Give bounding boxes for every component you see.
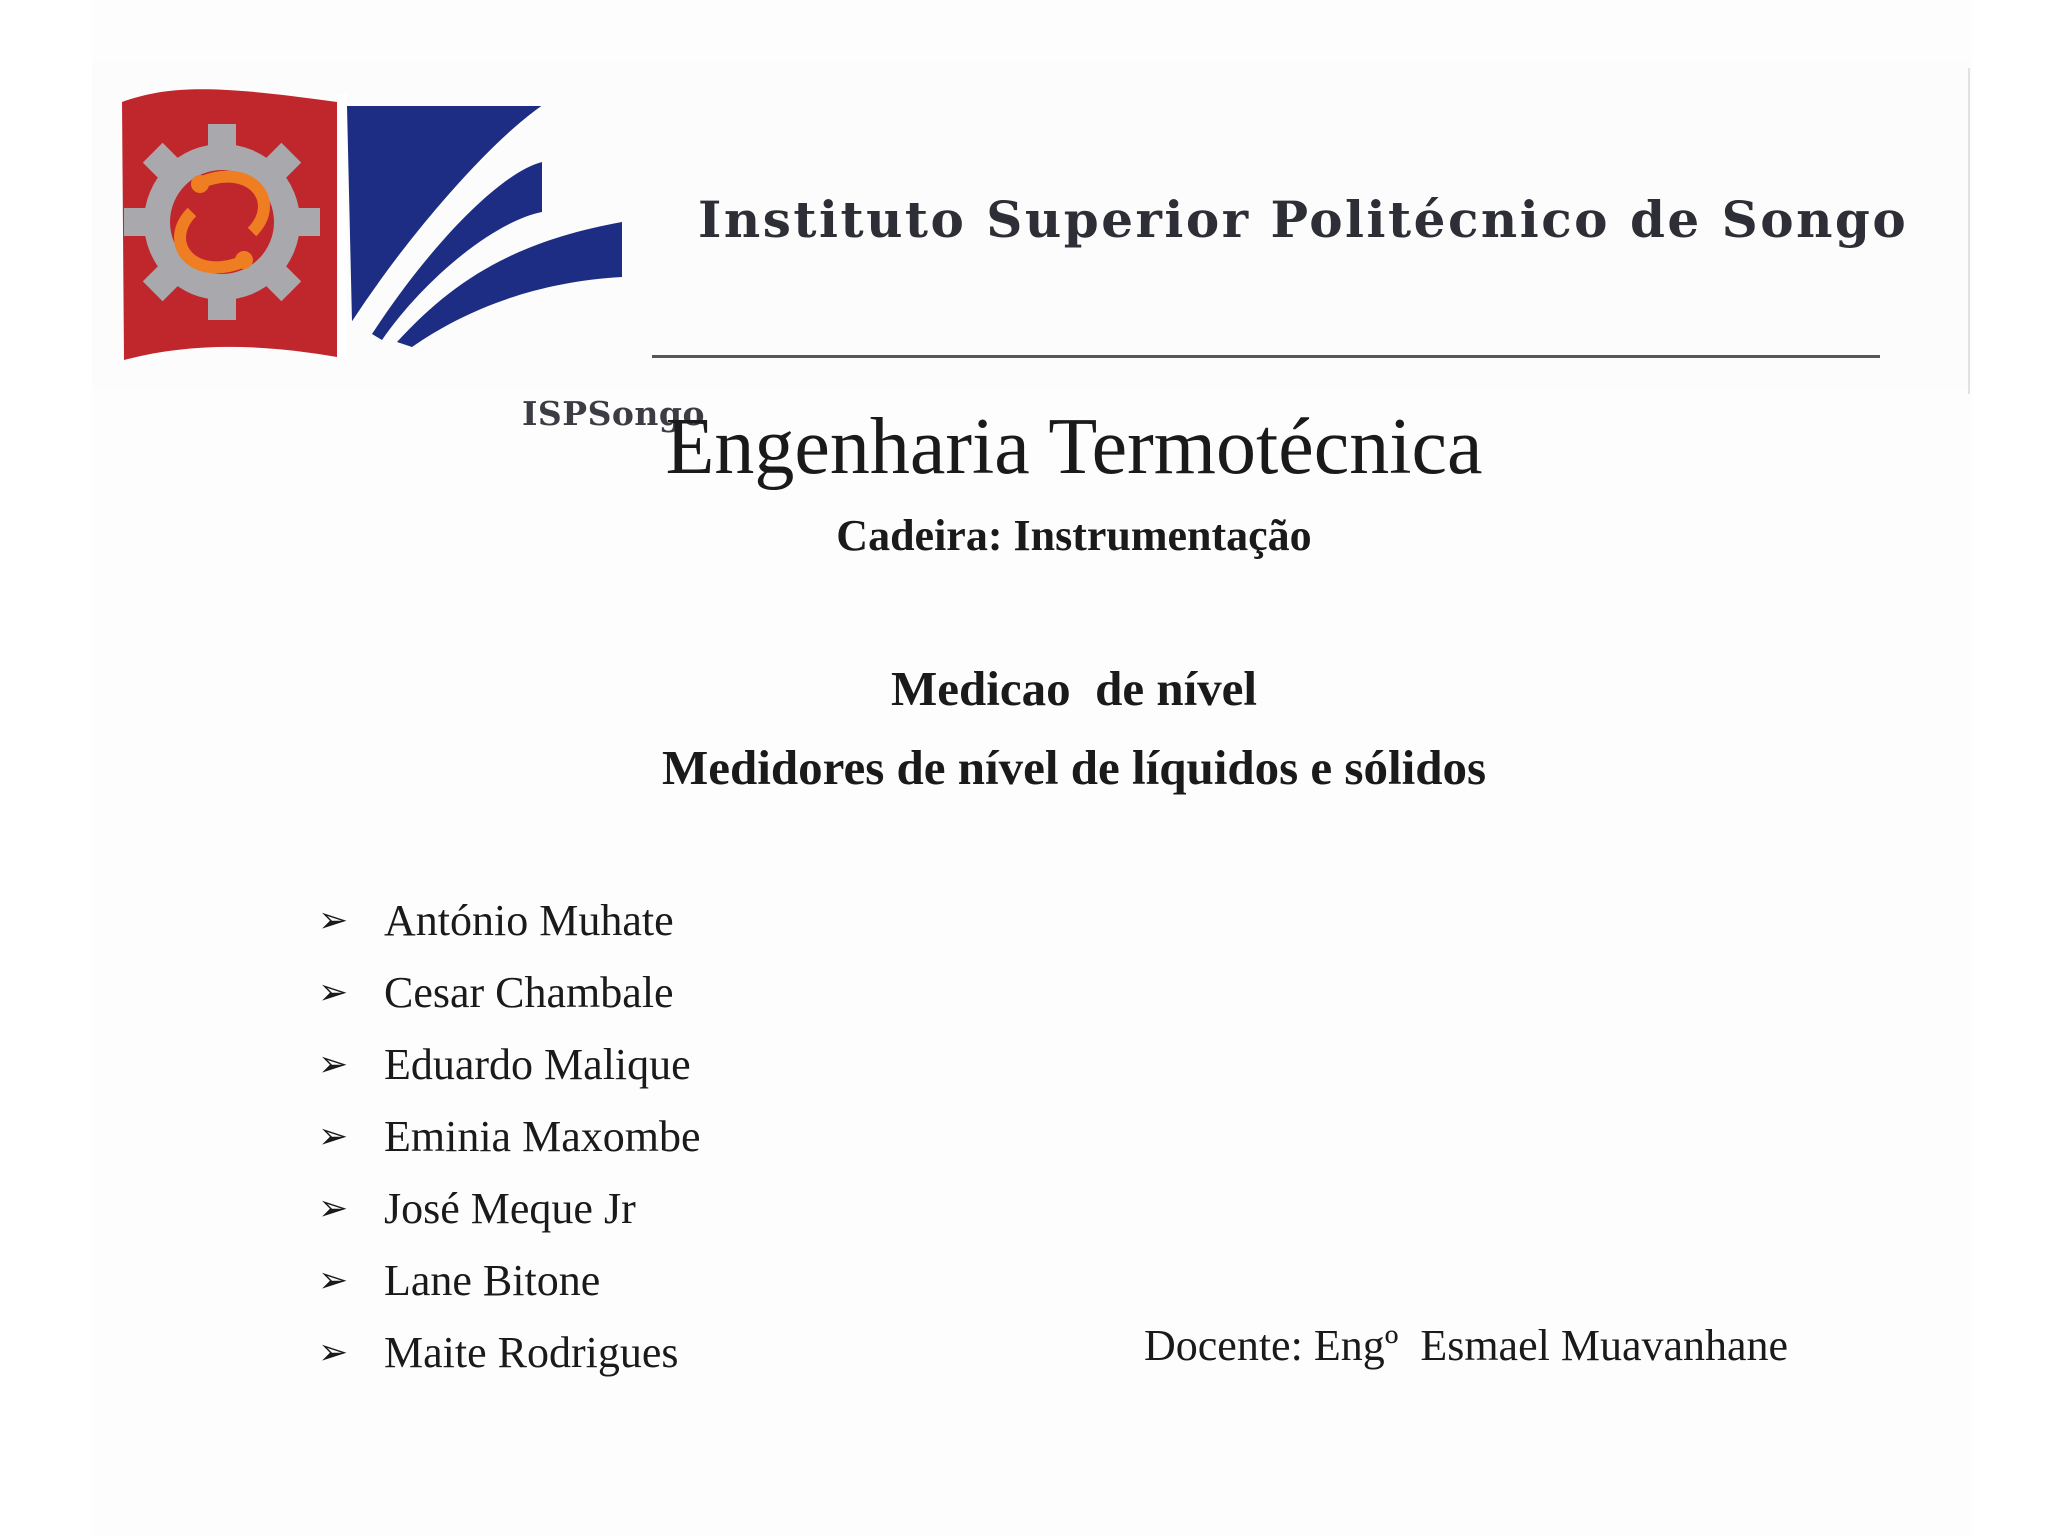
subject-line: Cadeira: Instrumentação [836, 511, 1312, 560]
course-title: Engenharia Termotécnica [665, 403, 1483, 491]
list-item [318, 1244, 701, 1316]
student-name: Eminia Maxombe [384, 1111, 701, 1161]
arrowhead-bullet-icon: ➢ [318, 1331, 349, 1373]
student-list [318, 884, 701, 1388]
list-item [318, 1028, 701, 1100]
logo-graphic [112, 72, 632, 382]
student-name: Maite Rodrigues [384, 1327, 679, 1377]
student-name: Cesar Chambale [384, 967, 674, 1017]
student-name: António Muhate [384, 895, 674, 945]
list-item [318, 884, 701, 956]
ispsongo-logo [112, 72, 706, 433]
student-name: Lane Bitone [384, 1255, 601, 1305]
header-rule [652, 355, 1880, 358]
list-item [318, 1172, 701, 1244]
arrowhead-bullet-icon: ➢ [318, 971, 349, 1013]
topic-subtitle: Medidores de nível de líquidos e sólidos [661, 740, 1487, 795]
student-name: José Meque Jr [384, 1183, 636, 1233]
logo-text: ISPSongo [522, 394, 706, 433]
arrowhead-bullet-icon: ➢ [318, 1115, 349, 1157]
teacher-name: Docente: Engº Esmael Muavanhane [1144, 1321, 1789, 1370]
institute-name: Instituto Superior Politécnico de Songo [698, 190, 1909, 249]
topic-title: Medicao de nível [890, 661, 1258, 716]
arrowhead-bullet-icon: ➢ [318, 1259, 349, 1301]
list-item [318, 1100, 701, 1172]
arrowhead-bullet-icon: ➢ [318, 1187, 349, 1229]
list-item [318, 1316, 701, 1388]
arrowhead-bullet-icon: ➢ [318, 1043, 349, 1085]
header-divider [1968, 68, 1970, 394]
arrowhead-bullet-icon: ➢ [318, 899, 349, 941]
list-item [318, 956, 701, 1028]
student-name: Eduardo Malique [384, 1039, 691, 1089]
